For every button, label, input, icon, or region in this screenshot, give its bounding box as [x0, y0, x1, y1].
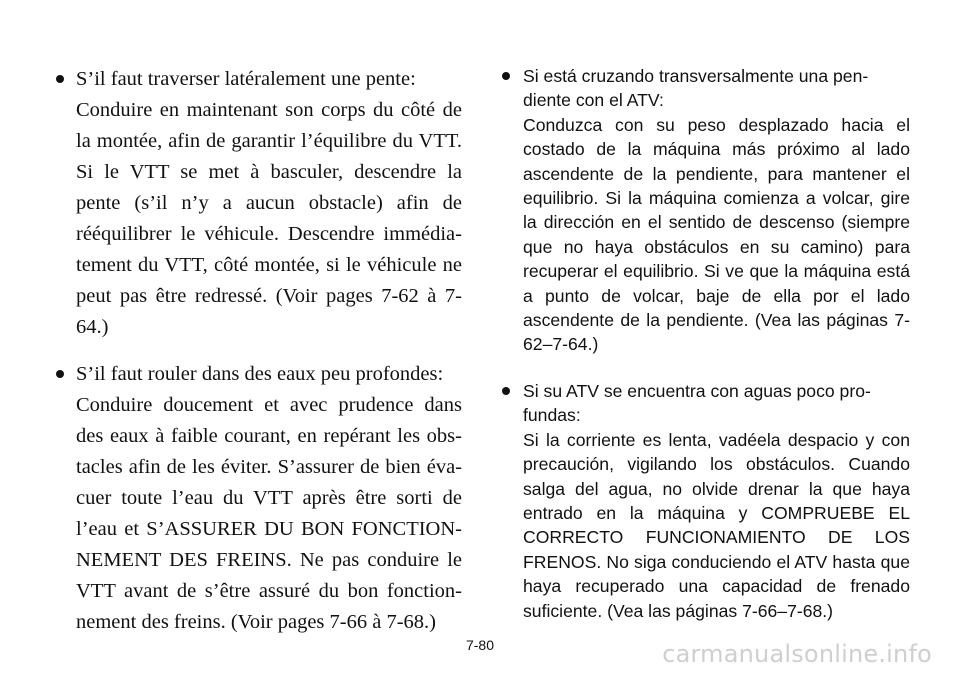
bullet-icon [56, 75, 64, 83]
french-item-heading: S’il faut rouler dans des eaux peu profondes: [76, 363, 444, 385]
spanish-item-body: Si la corriente es lenta, vadéela despacio y con precaución, vigilando los obstáculos. Cuando salga del agua, no olvide drenar la que haya entrado en la máquina y COMPRUEBE EL CORRECTO FUNCIONAMIENTO DE LOS FRENOS. No siga conduciendo el ATV hasta que haya recuperado una capacidad de frenado suficiente. (Vea las páginas 7-66–7-68.) [523, 429, 910, 621]
bullet-icon [502, 387, 510, 395]
page-number: 7-80 [465, 637, 495, 653]
spanish-column [496, 64, 910, 623]
watermark: carmanualsonline.info [662, 640, 932, 668]
spanish-item-heading: Si está cruzando transversalmente una pendiente con el ATV: [523, 66, 869, 111]
french-item-body: Conduire doucement et avec prudence dans des eaux à faible courant, en repérant les obstacles afin de les éviter. S’assurer de bien évacuer toute l’eau du VTT après être sorti de l’eau et S’ASSURER DU BON FONCTIONNEMENT DES FREINS. Ne pas conduire le VTT avant de s’être assuré du bon fonctionnement des freins. (Voir pages 7-66 à 7-68.) [76, 394, 462, 633]
bullet-icon [502, 72, 510, 80]
french-item-body: Conduire en maintenant son corps du côté de la montée, afin de garantir l’équilibre du VTT. Si le VTT se met à basculer, descendre la pente (s’il n’y a aucun obstacle) afin de rééquilibrer le véhicule. Descendre immédiatement du VTT, côté montée, si le véhicule ne peut pas être redressé. (Voir pages 7-62 à 7-64.) [76, 99, 462, 338]
spanish-item-body: Conduzca con su peso desplazado hacia el costado de la máquina más próximo al lado ascendente de la pendiente, para mantener el equilibrio. Si la máquina comienza a volcar, gire la dirección en el sentido de descenso (siempre que no haya obstáculos en su camino) para recuperar el equilibrio. Si ve que la máquina está a punto de volcar, baje de ella por el lado ascendente de la pendiente. (Vea las páginas 7-62–7-64.) [523, 114, 910, 355]
french-item-water [50, 359, 462, 638]
french-item-heading: S’il faut traverser latéralement une pente: [76, 68, 416, 90]
french-item-slope [50, 64, 462, 343]
french-column [50, 64, 462, 638]
spanish-item-heading: Si su ATV se encuentra con aguas poco profundas: [523, 380, 871, 426]
spanish-item-slope [496, 64, 910, 357]
bullet-icon [56, 370, 64, 378]
spanish-item-water [496, 379, 910, 623]
